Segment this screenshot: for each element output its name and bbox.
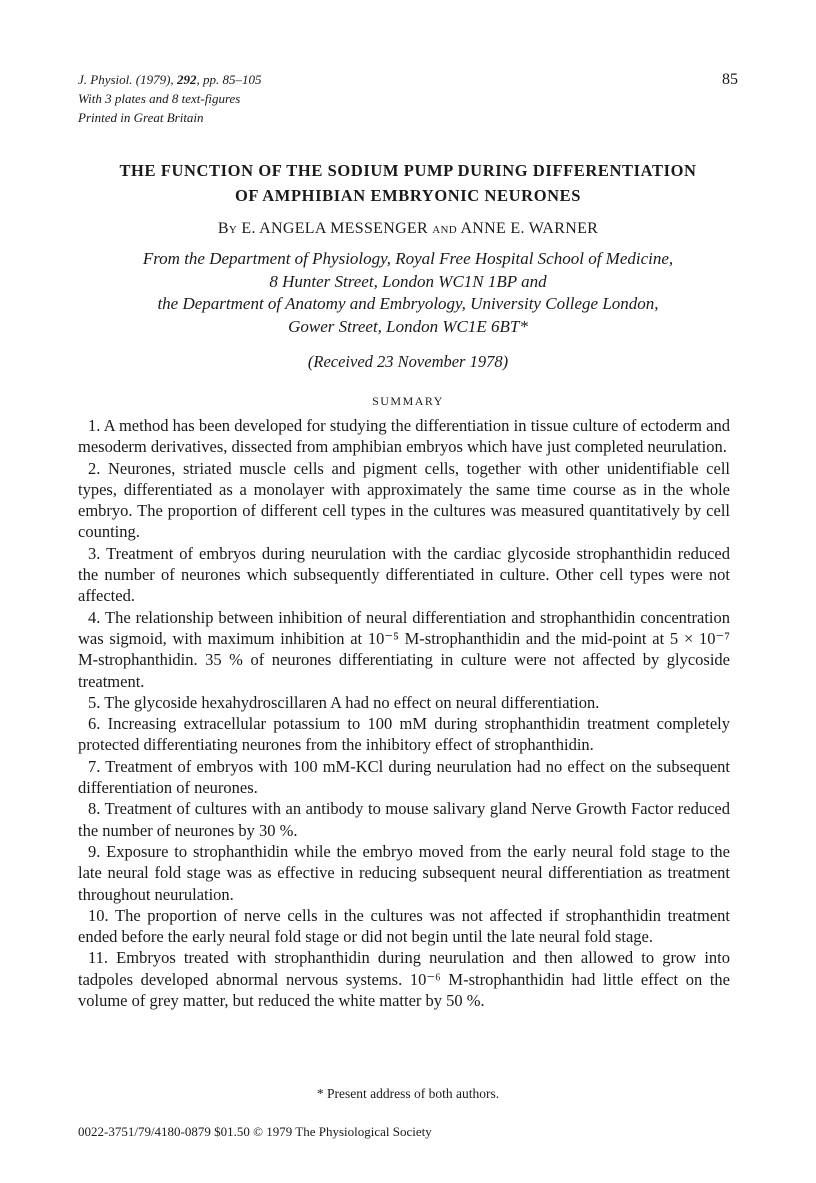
affiliation-line: the Department of Anatomy and Embryology, University College London, — [157, 294, 659, 313]
affiliation — [60, 248, 756, 338]
plates-note: With 3 plates and 8 text-figures — [78, 91, 241, 106]
summary-item: 2. Neurones, striated muscle cells and pigment cells, together with other unidentifiable cell types, differentiated as a monolayer with approximately the same time course as in the whole embryo. The proportion of different cell types in the cultures was measured quantitatively by cell counting. — [78, 458, 730, 542]
title-line-1: THE FUNCTION OF THE SODIUM PUMP DURING DIFFERENTIATION — [119, 161, 697, 180]
journal-header — [78, 70, 738, 127]
printed-note: Printed in Great Britain — [78, 110, 204, 125]
and-label: and — [432, 220, 458, 237]
author-line — [60, 220, 756, 238]
summary-item: 1. A method has been developed for studying the differentiation in tissue culture of ectoderm and mesoderm derivatives, dissected from amphibian embryos which have just completed neurulation. — [78, 416, 730, 457]
footnote: * Present address of both authors. — [316, 1086, 500, 1101]
affiliation-line: 8 Hunter Street, London WC1N 1BP and — [269, 271, 547, 291]
by-label: By — [217, 220, 238, 237]
summary-item: 3. Treatment of embryos during neurulation with the cardiac glycoside strophanthidin reduced the number of neurones which subsequently differentiated in culture. Other cell types were not affected. — [78, 543, 730, 606]
affiliation-line: From the Department of Physiology, Royal Free Hospital School of Medicine, — [142, 249, 674, 268]
summary-item: 7. Treatment of embryos with 100 mM-KCl during neurulation had no effect on the subsequent differentiation of neurones. — [78, 756, 730, 798]
journal-volume: 292 — [176, 72, 197, 87]
summary-item: 8. Treatment of cultures with an antibody to mouse salivary gland Nerve Growth Factor reduced the number of neurones by 30 %. — [78, 799, 730, 840]
page-number: 85 — [722, 71, 738, 88]
author-2: ANNE E. WARNER — [460, 220, 599, 237]
affiliation-line: Gower Street, London WC1E 6BT* — [288, 316, 528, 336]
journal-name: J. Physiol. — [78, 72, 133, 87]
summary-item: 11. Embryos treated with strophanthidin during neurulation and then allowed to grow into tadpoles developed abnormal nervous systems. 10⁻⁶ M-strophanthidin had little effect on the volume of grey matter, but reduced the white matter by 50 %. — [78, 948, 730, 1011]
journal-pages: , pp. 85–105 — [196, 72, 262, 87]
article-title — [60, 158, 756, 208]
citation-line — [78, 70, 738, 89]
title-line-2: OF AMPHIBIAN EMBRYONIC NEURONES — [234, 186, 582, 205]
summary-item: 6. Increasing extracellular potassium to 100 mM during strophanthidin treatment completely protected differentiating neurones from the inhibitory effect of strophanthidin. — [78, 714, 730, 755]
received-date: (Received 23 November 1978) — [307, 352, 509, 371]
author-1: E. ANGELA MESSENGER — [241, 220, 428, 237]
copyright-line: 0022-3751/79/4180-0879 $01.50 © 1979 The Physiological Society — [78, 1124, 432, 1139]
summary-item: 4. The relationship between inhibition of neural differentiation and strophanthidin concentration was sigmoid, with maximum inhibition at 10⁻⁵ M-strophanthidin and the mid-point at 5 × 10⁻⁷ M-strophanthidin. 35 % of neurones differentiating in culture were not affected by glycoside treatment. — [78, 607, 730, 691]
summary-body — [78, 415, 730, 1011]
summary-heading: SUMMARY — [372, 394, 444, 408]
summary-item: 10. The proportion of nerve cells in the cultures was not affected if strophanthidin treatment ended before the early neural fold stage or did not begin until the late neural fold stage. — [78, 905, 730, 947]
summary-item: 9. Exposure to strophanthidin while the embryo moved from the early neural fold stage to the late neural fold stage was as effective in reducing subsequent neural differentiation as treatment throughout neurulation. — [78, 841, 730, 904]
journal-year: (1979), — [132, 72, 177, 87]
summary-item: 5. The glycoside hexahydroscillaren A had no effect on neural differentiation. — [88, 692, 600, 712]
